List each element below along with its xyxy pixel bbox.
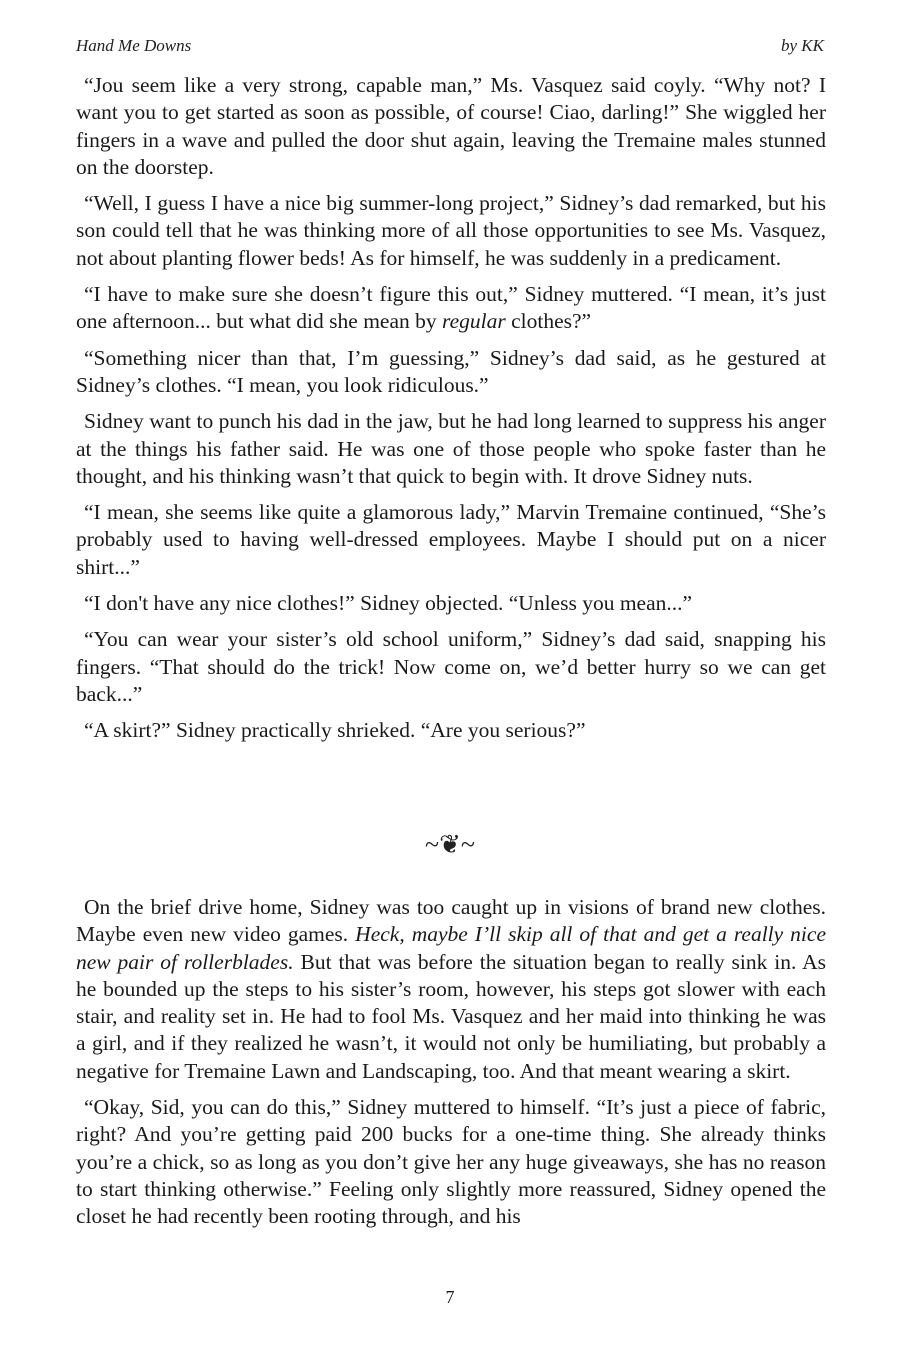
running-header <box>76 36 824 56</box>
author-credit: by KK <box>781 36 824 55</box>
swash-right-icon: ~ <box>460 830 475 860</box>
paragraph: On the brief drive home, Sidney was too caught up in visions of brand new clothes. Maybe even new video games. Heck, maybe I’ll skip all of that and get a really nice new pair of rollerblades. But that was before the situation began to really sink in. As he bounded up the steps to his sister’s room, however, his steps got slower with each stair, and reality set in. He had to fool Ms. Vasquez and her maid into thinking he was a girl, and if they realized he wasn’t, it would not only be humiliating, but probably a negative for Tremaine Lawn and Landscaping, too. And that meant wearing a skirt. <box>76 895 826 1083</box>
paragraph: “I mean, she seems like quite a glamorous lady,” Marvin Tremaine continued, “She’s probably used to having well-dressed employees. Maybe I should put on a nicer shirt...” <box>76 500 826 579</box>
section-two-text <box>76 894 826 1240</box>
paragraph: “You can wear your sister’s old school uniform,” Sidney’s dad said, snapping his fingers. “That should do the trick! Now come on, we’d better hurry so we can get back...” <box>76 627 826 706</box>
paragraph: “Okay, Sid, you can do this,” Sidney muttered to himself. “It’s just a piece of fabric, right? And you’re getting paid 200 bucks for a one-time thing. She already thinks you’re a chick, so as long as you don’t give her any huge giveaways, she has no reason to start thinking otherwise.” Feeling only slightly more reassured, Sidney opened the closet he had recently been rooting through, and his <box>76 1095 826 1229</box>
paragraph: “Something nicer than that, I’m guessing,” Sidney’s dad said, as he gestured at Sidney’s clothes. “I mean, you look ridiculous.” <box>76 345 826 397</box>
swash-left-icon: ~ <box>425 830 440 860</box>
paragraph: “I don't have any nice clothes!” Sidney objected. “Unless you mean...” <box>84 591 693 616</box>
emphasis-text: regular <box>442 309 506 334</box>
section-one-text <box>76 72 826 754</box>
paragraph: “Well, I guess I have a nice big summer-long project,” Sidney’s dad remarked, but his son could tell that he was thinking more of all those opportunities to see Ms. Vasquez, not about planting flower beds! As for himself, he was suddenly in a predicament. <box>76 191 826 270</box>
emphasis-text: Heck, maybe I’ll skip all of that and get a really nice new pair of rollerblades. <box>76 922 826 974</box>
book-title: Hand Me Downs <box>76 36 192 55</box>
paragraph: “I have to make sure she doesn’t figure this out,” Sidney muttered. “I mean, it’s just one afternoon... but what did she mean by regular clothes?” <box>76 282 826 334</box>
fleuron-icon: ❦ <box>439 830 461 860</box>
page-number: 7 <box>445 1287 455 1307</box>
paragraph: Sidney want to punch his dad in the jaw, but he had long learned to suppress his anger at the things his father said. He was one of those people who spoke faster than he thought, and his thinking wasn’t that quick to begin with. It drove Sidney nuts. <box>76 409 826 488</box>
section-break-ornament <box>0 828 900 860</box>
paragraph: “A skirt?” Sidney practically shrieked. “Are you serious?” <box>84 718 586 743</box>
paragraph: “Jou seem like a very strong, capable man,” Ms. Vasquez said coyly. “Why not? I want you to get started as soon as possible, of course! Ciao, darling!” She wiggled her fingers in a wave and pulled the door shut again, leaving the Tremaine males stunned on the doorstep. <box>76 73 826 179</box>
